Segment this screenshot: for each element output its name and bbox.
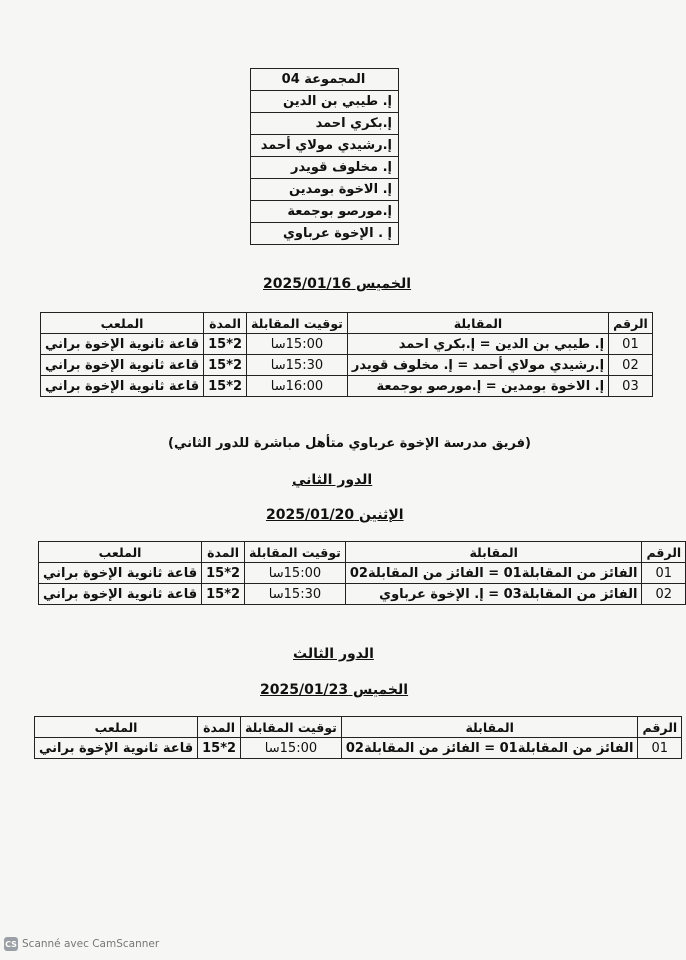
group-team: إ.مورصو بوجمعة [251,201,399,223]
round3-heading: الدور الثالث [293,646,374,662]
row-time: 15:00سا [247,334,348,355]
row-num: 01 [609,334,653,355]
group-team: إ . الإخوة عرباوي [251,223,399,245]
round2-table [38,541,686,605]
table-row [41,376,653,397]
round1-table [40,312,653,397]
row-duration: 2*15 [204,355,247,376]
header-venue: الملعب [35,717,198,738]
row-match: إ. طيبي بن الدين = إ.بكري احمد [347,334,608,355]
group-team: إ.رشيدي مولاي أحمد [251,135,399,157]
header-duration: المدة [204,313,247,334]
round3-table [34,716,682,759]
header-num: الرقم [642,542,686,563]
row-num: 01 [642,563,686,584]
row-duration: 2*15 [204,376,247,397]
table-header-row [39,542,686,563]
camscanner-logo-icon: CS [4,937,18,951]
group-team: إ.بكري احمد [251,113,399,135]
row-time: 15:30سا [245,584,346,605]
row-duration: 2*15 [202,563,245,584]
table-header-row [41,313,653,334]
row-duration: 2*15 [204,334,247,355]
row-match: الفائز من المقابلة01 = الفائز من المقابلة02 [341,738,638,759]
row-match: الفائز من المقابلة03 = إ. الإخوة عرباوي [345,584,642,605]
header-match: المقابلة [341,717,638,738]
table-row [41,355,653,376]
round3-date-heading: الخميس 2025/01/23 [260,682,409,698]
row-venue: قاعة ثانوية الإخوة براني [35,738,198,759]
row-num: 03 [609,376,653,397]
row-venue: قاعة ثانوية الإخوة براني [39,563,202,584]
group-team: إ. الاخوة بومدين [251,179,399,201]
header-match: المقابلة [345,542,642,563]
group-title: المجموعة 04 [251,69,399,91]
header-time: توقيت المقابلة [245,542,346,563]
row-time: 16:00سا [247,376,348,397]
header-duration: المدة [202,542,245,563]
header-num: الرقم [609,313,653,334]
row-match: إ.رشيدي مولاي أحمد = إ. مخلوف قويدر [347,355,608,376]
header-time: توقيت المقابلة [247,313,348,334]
row-duration: 2*15 [202,584,245,605]
row-venue: قاعة ثانوية الإخوة براني [41,376,204,397]
table-row [41,334,653,355]
row-num: 01 [638,738,682,759]
row-num: 02 [609,355,653,376]
qualified-note: (فريق مدرسة الإخوة عرباوي متأهل مباشرة للدور الثاني) [168,436,531,451]
row-match: الفائز من المقابلة01 = الفائز من المقابلة02 [345,563,642,584]
group-table [250,68,399,245]
row-venue: قاعة ثانوية الإخوة براني [41,334,204,355]
scanner-watermark [4,937,159,951]
row-time: 15:00سا [241,738,342,759]
table-row [39,563,686,584]
row-time: 15:30سا [247,355,348,376]
round2-date-heading: الإثنين 2025/01/20 [266,507,404,523]
header-time: توقيت المقابلة [241,717,342,738]
row-duration: 2*15 [198,738,241,759]
row-venue: قاعة ثانوية الإخوة براني [39,584,202,605]
row-time: 15:00سا [245,563,346,584]
row-venue: قاعة ثانوية الإخوة براني [41,355,204,376]
round1-date-heading: الخميس 2025/01/16 [263,276,412,292]
header-venue: الملعب [41,313,204,334]
row-num: 02 [642,584,686,605]
row-match: إ. الاخوة بومدين = إ.مورصو بوجمعة [347,376,608,397]
header-venue: الملعب [39,542,202,563]
round2-heading: الدور الثاني [292,472,373,488]
scanner-text: Scanné avec CamScanner [22,938,160,950]
table-row [39,584,686,605]
table-row [35,738,682,759]
table-header-row [35,717,682,738]
header-match: المقابلة [347,313,608,334]
group-team: إ. مخلوف قويدر [251,157,399,179]
group-team: إ. طيبي بن الدين [251,91,399,113]
header-num: الرقم [638,717,682,738]
header-duration: المدة [198,717,241,738]
